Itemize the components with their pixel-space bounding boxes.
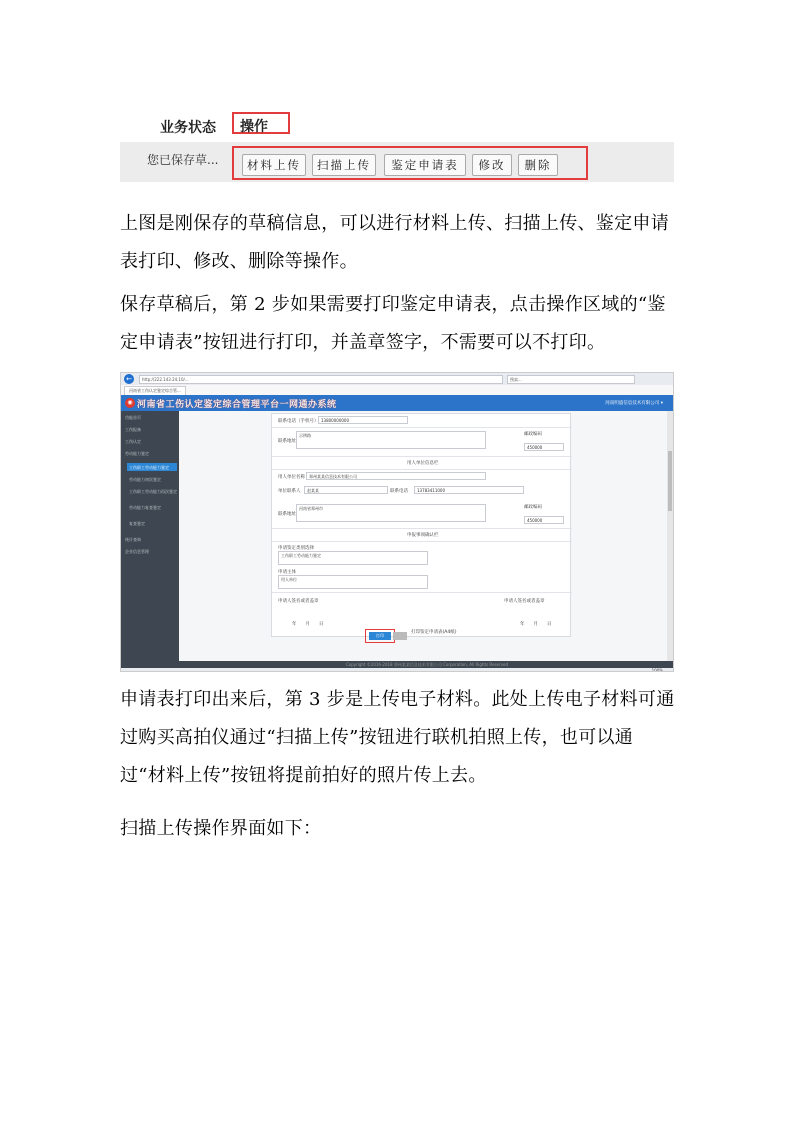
scrollbar-thumb[interactable] [668,451,672,511]
operations-highlight [232,146,588,180]
status-label: 业务状态 [160,120,216,136]
sidebar-item[interactable]: 统计查询 [125,537,141,542]
apply-type-field[interactable]: 工伤职工劳动能力鉴定 [278,551,428,565]
sidebar-item[interactable]: 劳动能力鉴定 [125,451,149,456]
paragraph-3: 申请表打印出来后，第 3 步是上传电子材料。此处上传电子材料可通过购买高拍仪通过“扫描上传”按钮进行联机拍照上传，也可以通过“材料上传”按钮将提前拍好的照片传上去。 [120,689,675,786]
scrollbar[interactable] [667,411,673,661]
employer-postcode-label: 邮政编码 [524,505,542,510]
back-icon[interactable]: ← [124,374,134,384]
employer-section-title: 用人单位信息栏 [407,461,439,466]
applicant-field[interactable]: 用人单位 [278,575,428,589]
url-field[interactable]: http://222.143.24.10/... [139,375,503,384]
sidebar [121,411,179,672]
address-bar [121,373,673,385]
sidebar-item[interactable]: 企业信息管理 [125,549,149,554]
app-header [121,395,673,411]
sidebar-item[interactable]: 功能首页 [125,415,141,420]
employer-contact-field[interactable]: 赵某某 [304,486,388,494]
postcode-label: 邮政编码 [524,432,542,437]
address-label: 联系地址 [278,439,296,444]
applicant-label: 申请主体 [278,570,296,575]
applicant-signature-left: 申请人签名或者盖章 [278,599,319,604]
main-content [179,411,674,661]
saved-draft-text: 您已保存草... [147,153,219,167]
app-title: 河南省工伤认定鉴定综合管理平台一网通办系统 [137,400,337,410]
operations-row [120,142,674,182]
employer-name-field[interactable]: 郑州某某信息技术有限公司 [306,472,486,480]
print-note: 打印鉴定申请表(A4纸) [411,630,457,635]
contact-phone-field[interactable]: 13800000000 [318,416,408,424]
browser-screenshot [120,372,674,672]
date-right: 年 月 日 [520,622,552,627]
sidebar-item[interactable]: 工伤认定 [125,439,141,444]
edit-button[interactable]: 修改 [472,154,512,176]
application-form [271,413,571,637]
matters-section-title: 申报事项确认栏 [407,533,439,538]
sidebar-item[interactable]: 工伤报备 [125,427,141,432]
logo-icon: ◉ [125,398,135,408]
appraisal-form-button[interactable]: 鉴定申请表 [384,154,466,176]
back-button[interactable] [393,632,407,640]
employer-phone-label: 联系电话 [390,489,408,494]
page-footer: Copyright ©2016-2018 郑州某某信息技术有限公司 Corporation, All Rights Reserved [179,661,674,668]
operations-screenshot [120,108,674,182]
employer-contact-label: 单位联系人 [278,489,301,494]
paragraph-2: 保存草稿后，第 2 步如果需要打印鉴定申请表，点击操作区域的“鉴定申请表”按钮进行打印，并盖章签字，不需要可以不打印。 [120,294,666,353]
delete-button[interactable]: 删除 [518,154,558,176]
browser-tab[interactable]: 河南省工伤认定鉴定综合管... [124,386,186,396]
operation-heading-highlight [232,112,290,134]
sidebar-item[interactable]: 劳动能力复查鉴定 [129,505,161,510]
employer-address-field[interactable]: 河南省郑州市 [296,504,486,522]
contact-phone-label: 联系电话（手机号） [278,419,319,424]
paragraph-4: 扫描上传操作界面如下： [120,818,322,839]
zoom-level[interactable]: 100% [651,668,663,672]
status-bar [121,668,673,672]
date-left: 年 月 日 [292,622,324,627]
apply-type-label: 申请鉴定类别选择 [278,546,314,551]
print-button[interactable]: 打印 [369,632,391,640]
employer-address-label: 联系地址 [278,512,296,517]
postcode-field[interactable]: 450000 [524,443,564,451]
employer-name-label: 用人单位名称 [278,475,305,480]
material-upload-button[interactable]: 材料上传 [242,154,306,176]
employer-postcode-field[interactable]: 450000 [524,516,564,524]
sidebar-item[interactable]: 劳动能力初次鉴定 [129,477,161,482]
company-menu[interactable]: 河南明盛信息技术有限公司 ▾ [605,401,663,406]
operation-heading: 操作 [240,119,268,135]
sidebar-item[interactable]: 复查鉴定 [129,521,145,526]
search-field[interactable]: 搜索... [507,375,635,384]
scan-upload-button[interactable]: 扫描上传 [312,154,376,176]
employer-phone-field[interactable]: 13783411000 [414,486,524,494]
paragraph-1: 上图是刚保存的草稿信息，可以进行材料上传、扫描上传、鉴定申请表打印、修改、删除等操作。 [120,213,669,272]
applicant-signature-right: 申请人签名或者盖章 [504,599,545,604]
sidebar-item[interactable]: 工伤职工劳动能力再次鉴定 [129,489,177,494]
sidebar-item[interactable]: 工伤职工劳动能力鉴定 [129,465,169,470]
address-field[interactable]: 示例路 [296,431,486,449]
